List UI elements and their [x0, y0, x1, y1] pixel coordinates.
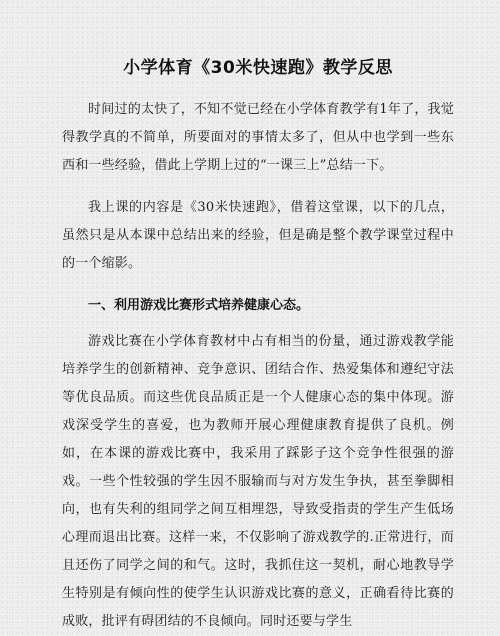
document-title: 小学体育《30米快速跑》教学反思: [123, 58, 393, 78]
paragraph-lesson-content: 我上课的内容是《30米快速跑》，借着这堂课，以下的几点，虽然只是从本课中总结出来的经验，但是确是整个教学课堂过程中的一个缩影。: [62, 200, 454, 271]
paragraph-intro: 时间过的太快了，不知不觉已经在小学体育教学有1年了，我觉得教学真的不简单，所要面对的事情太多了，但从中也学到一些东西和一些经验，借此上学期上过的“一课三上”总结一下。: [62, 102, 454, 173]
paragraph-game-competition: 游戏比赛在小学体育教材中占有相当的份量，通过游戏教学能培养学生的创新精神、竞争意识、团结合作、热爱集体和遵纪守法等优良品质。而这些优良品质正是一个人健康心态的集中体现。游戏深受学生的喜爱，也为教师开展心理健康教育提供了良机。例如，在本课的游戏比赛中，我采用了踩影子这个竞争性很强的游戏。一些个性较强的学生因不服输而与对方发生争执，甚至拳脚相向，也有失利的组同学之间互相埋怨，导致受指责的学生产生低场心理而退出比赛。这样一来，不仅影响了游戏教学的.正常进行，而且还伤了同学之间的和气。这时，我抓住这一契机，耐心地教导学生特别是有倾向性的使学生认识游戏比赛的意义，正确看待比赛的成败，批评有碍团结的不良倾向。同时还要与学生: [62, 334, 454, 629]
section-heading: 一、利用游戏比赛形式培养健康心态。: [88, 298, 310, 313]
